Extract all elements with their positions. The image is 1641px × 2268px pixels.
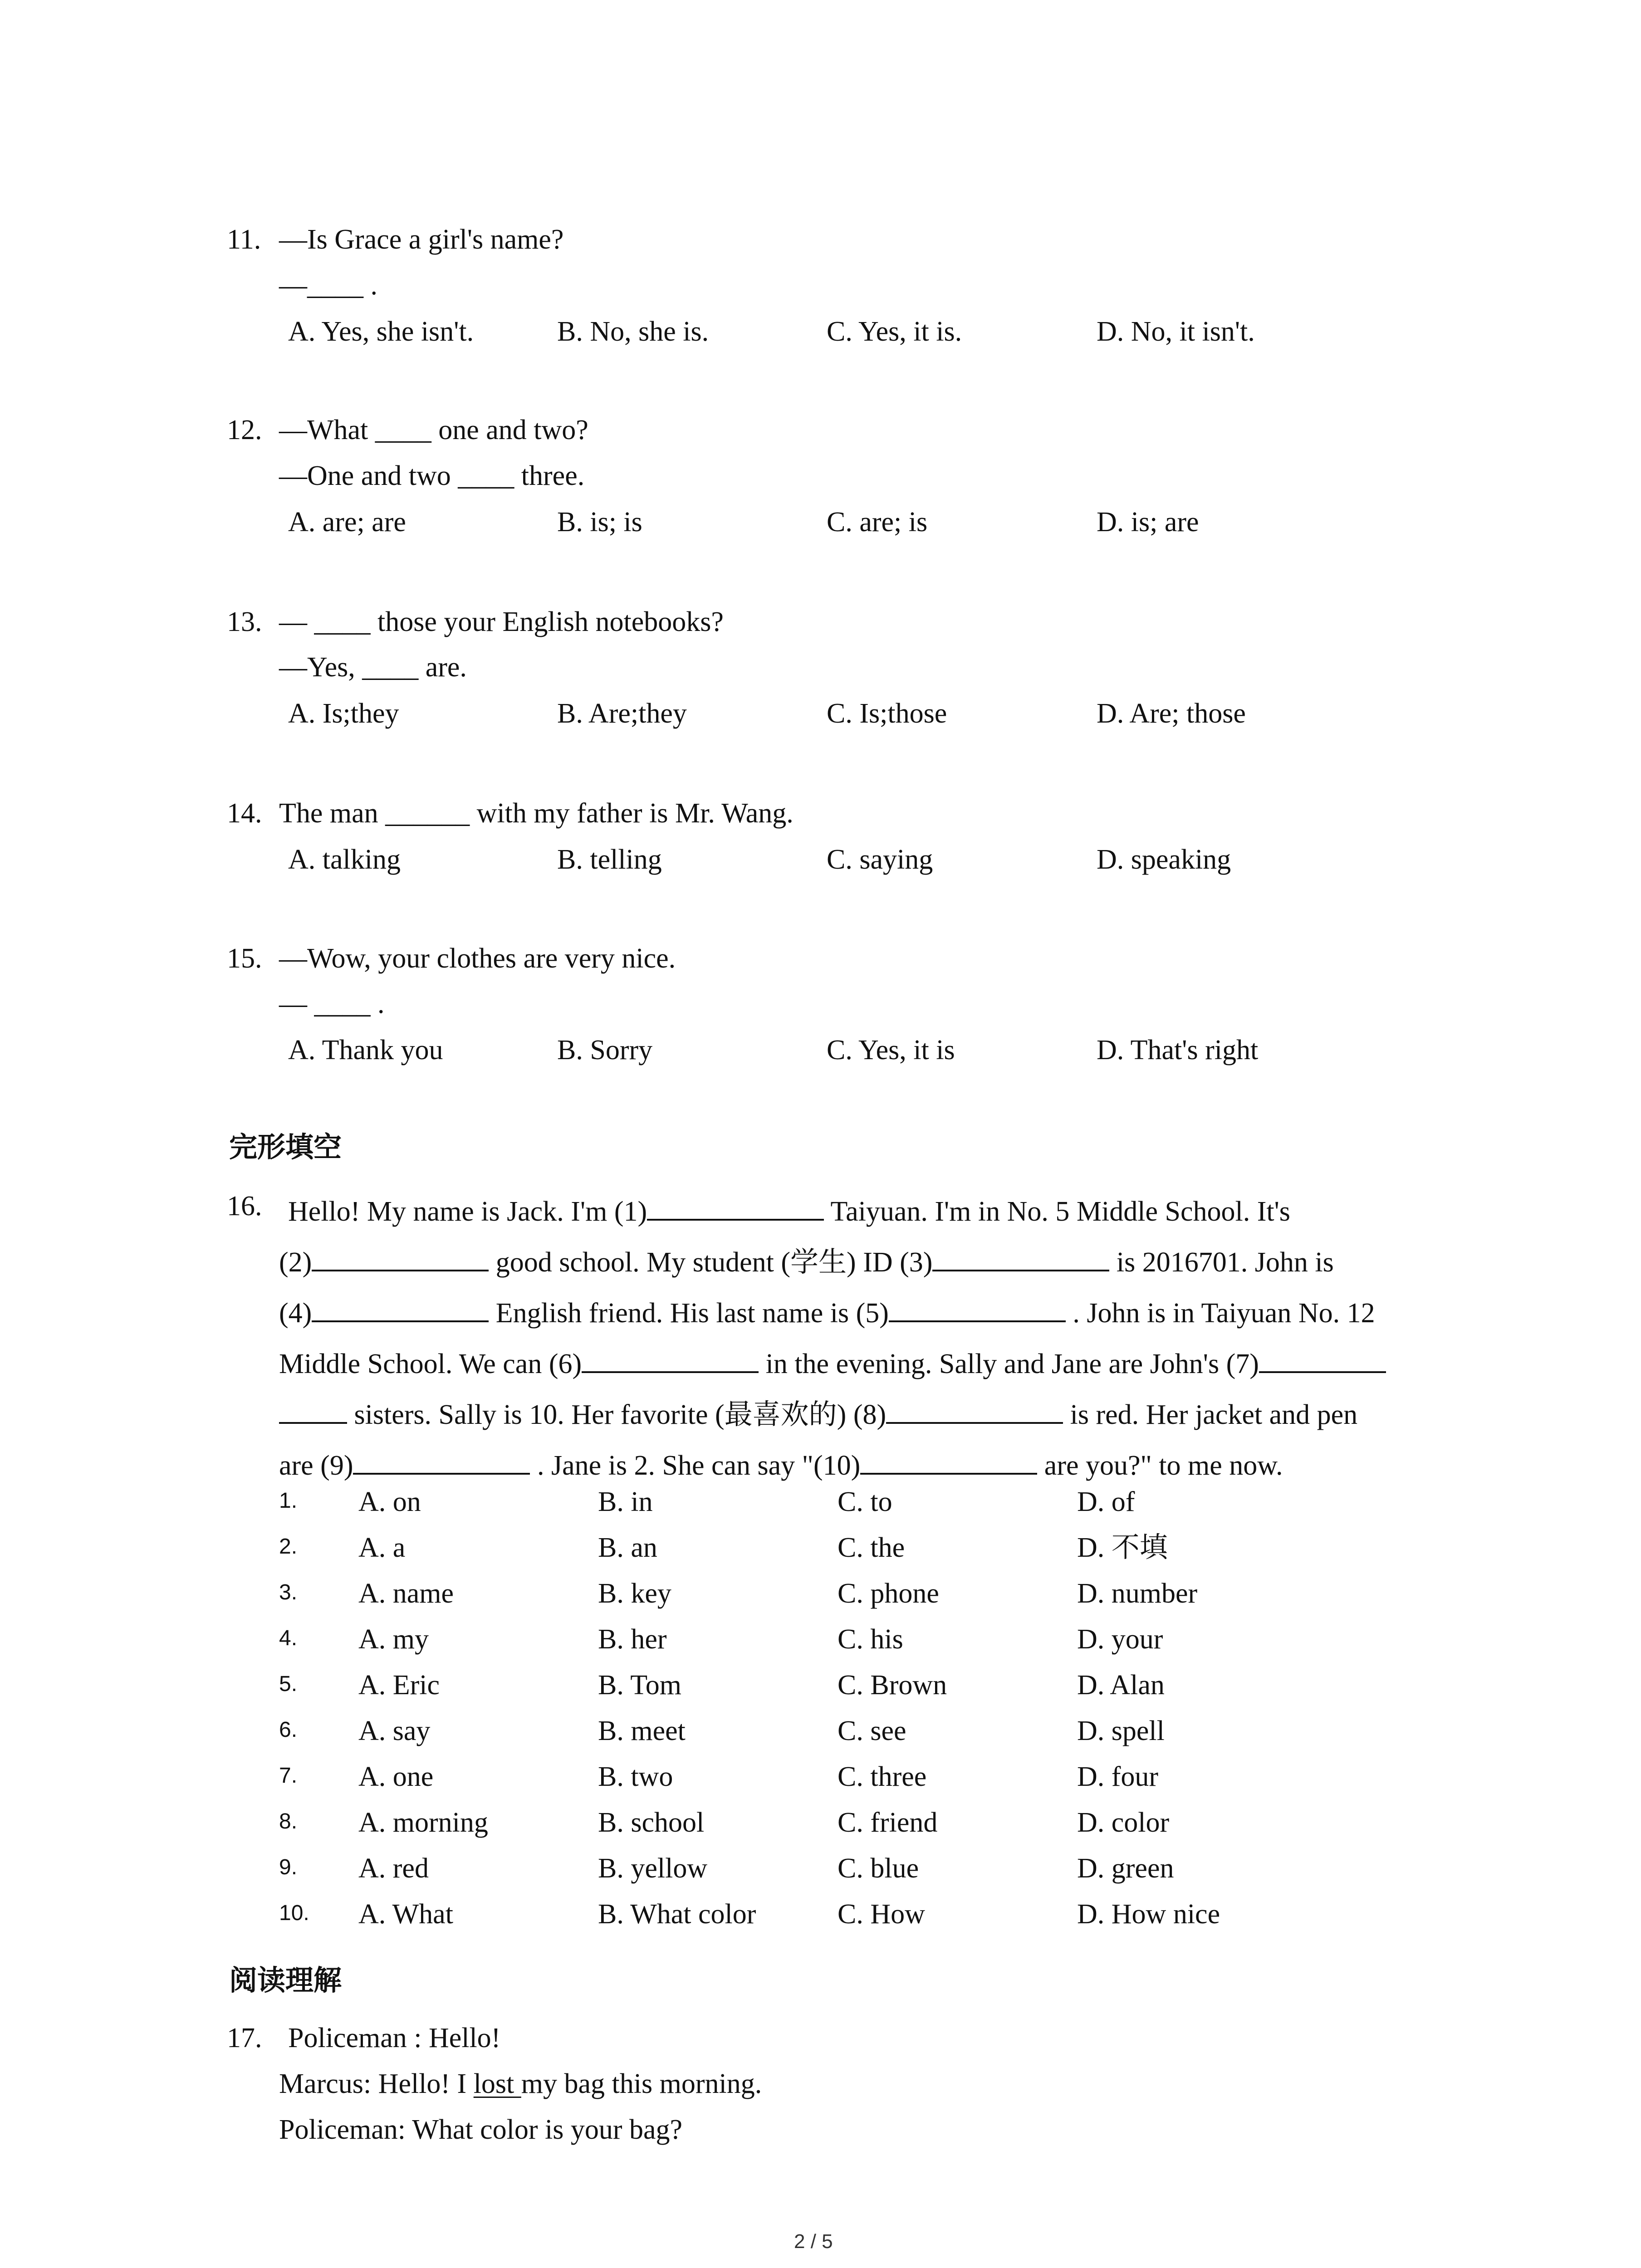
- option-b: B. yellow: [598, 1853, 708, 1884]
- option-row-number: 3.: [279, 1580, 298, 1604]
- blank-4: [312, 1294, 489, 1322]
- option-c: C. Is;those: [827, 698, 947, 729]
- blank-7-continued: [279, 1396, 347, 1424]
- dialogue-line: [279, 2070, 762, 2098]
- option-c: C. saying: [827, 844, 933, 875]
- dialogue-line: Policeman : Hello!: [288, 2023, 501, 2053]
- option-c: C. see: [838, 1716, 906, 1746]
- passage-text: Taiyuan. I'm in No. 5 Middle School. It's: [830, 1196, 1290, 1227]
- blank-9: [353, 1447, 530, 1475]
- option-row-number: 6.: [279, 1718, 298, 1742]
- option-a: A. one: [358, 1761, 434, 1792]
- option-row-number: 10.: [279, 1901, 309, 1925]
- option-b: B. school: [598, 1807, 705, 1838]
- question-number: 17.: [227, 2023, 262, 2053]
- option-c: C. Yes, it is: [827, 1035, 955, 1066]
- option-d: D. number: [1077, 1578, 1198, 1609]
- option-row-number: 4.: [279, 1626, 298, 1650]
- passage-text: Hello! My name is Jack. I'm (1): [288, 1196, 647, 1227]
- blank-7: [1259, 1345, 1386, 1373]
- blank-1: [647, 1193, 824, 1221]
- blank-2: [312, 1243, 489, 1271]
- option-c: C. are; is: [827, 507, 928, 538]
- passage-text: are you?" to me now.: [1044, 1450, 1283, 1481]
- passage-text: is red. Her jacket and pen: [1070, 1399, 1358, 1430]
- question-line: —What ____ one and two?: [279, 415, 588, 445]
- blank-6: [582, 1345, 759, 1373]
- option-d: D. speaking: [1097, 844, 1231, 875]
- option-row-number: 9.: [279, 1855, 298, 1879]
- passage-text: good school. My student (学生) ID (3): [495, 1247, 933, 1278]
- section-heading-reading: 阅读理解: [229, 1964, 342, 1997]
- option-a: A. my: [358, 1624, 429, 1655]
- option-d: D. color: [1077, 1807, 1170, 1838]
- option-d: D. four: [1077, 1761, 1159, 1792]
- passage-text: in the evening. Sally and Jane are John's (7): [765, 1349, 1259, 1379]
- option-d: D. your: [1077, 1624, 1163, 1655]
- blank-10: [860, 1447, 1037, 1475]
- option-b: B. telling: [557, 844, 662, 875]
- question-line: The man ______ with my father is Mr. Wang.: [279, 798, 794, 829]
- question-line: — ____ those your English notebooks?: [279, 606, 724, 637]
- option-d: D. green: [1077, 1853, 1174, 1884]
- option-a: A. a: [358, 1532, 406, 1563]
- option-d: D. 不填: [1077, 1532, 1168, 1563]
- passage-text: . Jane is 2. She can say "(10): [537, 1450, 861, 1481]
- question-line: —One and two ____ three.: [279, 460, 585, 491]
- option-b: B. in: [598, 1486, 653, 1517]
- question-number: 12.: [227, 415, 262, 445]
- option-c: C. the: [838, 1532, 905, 1563]
- option-b: B. an: [598, 1532, 657, 1563]
- option-a: A. are; are: [288, 507, 406, 538]
- option-b: B. Sorry: [557, 1035, 653, 1066]
- option-d: D. Are; those: [1097, 698, 1246, 729]
- page-number: 2 / 5: [794, 2230, 833, 2253]
- passage-text: (2): [279, 1247, 312, 1278]
- question-number: 15.: [227, 943, 262, 974]
- passage-text: . John is in Taiyuan No. 12: [1073, 1298, 1375, 1329]
- passage-text: (4): [279, 1298, 312, 1329]
- blank-5: [889, 1294, 1066, 1322]
- option-b: B. her: [598, 1624, 667, 1655]
- option-b: B. Tom: [598, 1670, 682, 1701]
- blank-8: [886, 1396, 1063, 1424]
- passage-text: is 2016701. John is: [1116, 1247, 1334, 1278]
- cloze-passage: [279, 1186, 1463, 1491]
- option-c: C. Yes, it is.: [827, 316, 962, 347]
- option-row-number: 7.: [279, 1764, 298, 1788]
- question-line: — ____ .: [279, 988, 385, 1019]
- option-a: A. on: [358, 1486, 421, 1517]
- dialogue-line: Policeman: What color is your bag?: [279, 2114, 683, 2145]
- option-b: B. is; is: [557, 507, 642, 538]
- option-c: C. Brown: [838, 1670, 947, 1701]
- underlined-word: lost: [473, 2068, 521, 2099]
- option-b: B. No, she is.: [557, 316, 709, 347]
- question-number: 11.: [227, 224, 261, 255]
- question-number: 13.: [227, 606, 262, 637]
- option-c: C. his: [838, 1624, 903, 1655]
- option-d: D. That's right: [1097, 1035, 1259, 1066]
- option-d: D. How nice: [1077, 1899, 1220, 1930]
- section-heading-cloze: 完形填空: [229, 1130, 342, 1163]
- option-c: C. to: [838, 1486, 892, 1517]
- option-a: A. Yes, she isn't.: [288, 316, 474, 347]
- option-row-number: 2.: [279, 1535, 298, 1559]
- option-a: A. say: [358, 1716, 431, 1746]
- option-a: A. morning: [358, 1807, 488, 1838]
- dialogue-text: Marcus: Hello! I: [279, 2068, 474, 2099]
- option-c: C. blue: [838, 1853, 919, 1884]
- option-b: B. What color: [598, 1899, 756, 1930]
- option-a: A. red: [358, 1853, 429, 1884]
- question-line: —Wow, your clothes are very nice.: [279, 943, 676, 974]
- question-number: 16.: [227, 1191, 262, 1222]
- option-row-number: 1.: [279, 1489, 298, 1513]
- option-a: A. Thank you: [288, 1035, 443, 1066]
- option-d: D. of: [1077, 1486, 1135, 1517]
- question-number: 14.: [227, 798, 262, 829]
- option-c: C. friend: [838, 1807, 938, 1838]
- option-a: A. Eric: [358, 1670, 440, 1701]
- option-row-number: 5.: [279, 1672, 298, 1696]
- option-b: B. two: [598, 1761, 673, 1792]
- blank-3: [932, 1243, 1109, 1271]
- option-a: A. talking: [288, 844, 401, 875]
- passage-text: sisters. Sally is 10. Her favorite (最喜欢的) (8): [354, 1399, 887, 1430]
- question-line: —Is Grace a girl's name?: [279, 224, 564, 255]
- option-a: A. What: [358, 1899, 453, 1930]
- passage-text: English friend. His last name is (5): [495, 1298, 889, 1329]
- option-d: D. spell: [1077, 1716, 1165, 1746]
- passage-text: are (9): [279, 1450, 353, 1481]
- option-c: C. phone: [838, 1578, 939, 1609]
- question-line: —Yes, ____ are.: [279, 652, 467, 683]
- option-a: A. Is;they: [288, 698, 399, 729]
- option-d: D. is; are: [1097, 507, 1199, 538]
- dialogue-text: my bag this morning.: [521, 2068, 762, 2099]
- option-row-number: 8.: [279, 1809, 298, 1833]
- option-b: B. key: [598, 1578, 671, 1609]
- option-b: B. meet: [598, 1716, 686, 1746]
- passage-text: Middle School. We can (6): [279, 1349, 582, 1379]
- option-a: A. name: [358, 1578, 454, 1609]
- option-c: C. three: [838, 1761, 927, 1792]
- question-line: —____ .: [279, 270, 377, 301]
- option-c: C. How: [838, 1899, 925, 1930]
- option-d: D. Alan: [1077, 1670, 1165, 1701]
- option-d: D. No, it isn't.: [1097, 316, 1255, 347]
- option-b: B. Are;they: [557, 698, 687, 729]
